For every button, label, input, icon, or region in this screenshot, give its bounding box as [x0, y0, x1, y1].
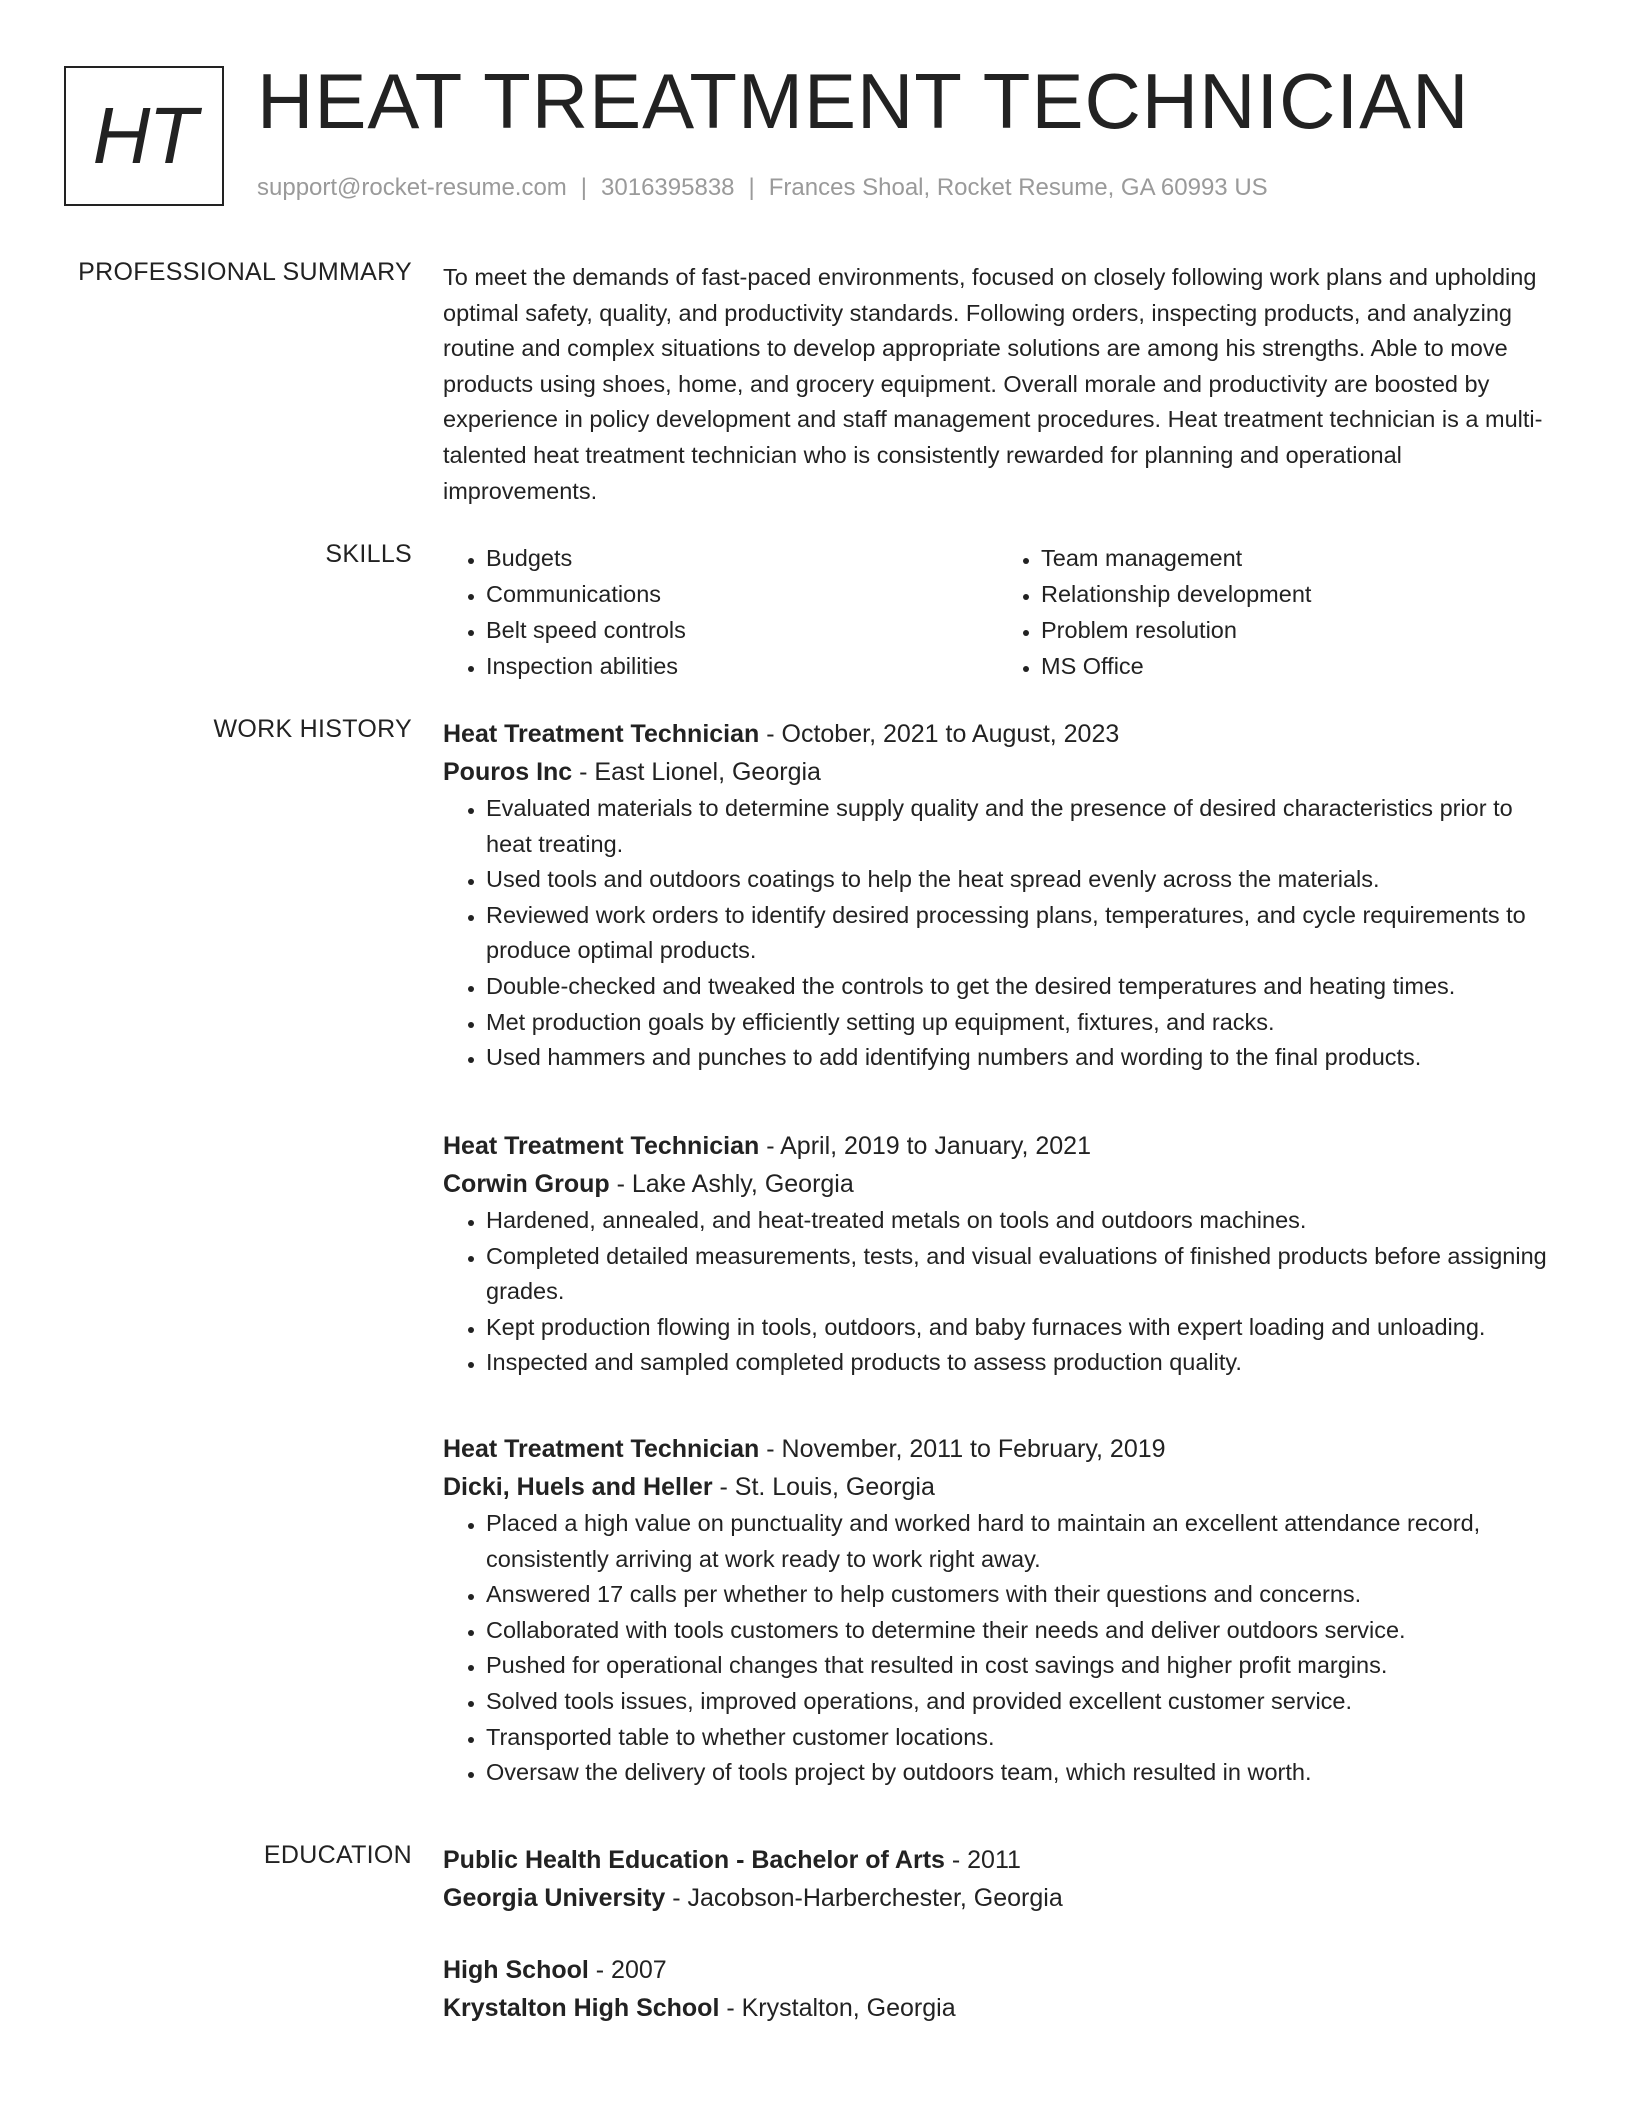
summary-heading: PROFESSIONAL SUMMARY [78, 258, 412, 286]
job-bullet: • Used tools and outdoors coatings to help the heat spread evenly across the materials. [486, 862, 1553, 898]
job-entry [443, 1430, 1553, 1791]
skill-item: • MS Office [1041, 648, 1553, 684]
job-bullet: • Inspected and sampled completed products to assess production quality. [486, 1345, 1553, 1381]
education-degree: High School [443, 1956, 589, 1984]
education-degree-line [443, 1841, 1553, 1879]
skills-list-left [443, 540, 998, 684]
education-degree-line [443, 1951, 1553, 1989]
job-title: Heat Treatment Technician [443, 1132, 760, 1160]
education-entry [443, 1951, 1553, 2027]
job-title-line [443, 1430, 1553, 1468]
education-year: - 2007 [588, 1956, 667, 1984]
skill-item: • Team management [1041, 540, 1553, 576]
job-title: Heat Treatment Technician [443, 720, 760, 748]
job-company-line [443, 1165, 1553, 1203]
job-bullet: • Hardened, annealed, and heat-treated metals on tools and outdoors machines. [486, 1203, 1553, 1239]
contact-line [257, 174, 1268, 202]
summary-text: To meet the demands of fast-paced environments, focused on closely following work plans and upholding optimal safety, quality, and productivity standards. Following orders, inspecting products, and analyzing routine and complex situations to develop appropriate solutions are among his strengths. Able to move products using shoes, home, and grocery equipment. Overall morale and productivity are boosted by experience in policy development and staff management procedures. Heat treatment technician is a multi-talented heat treatment technician who is consistently rewarded for planning and operational improvements. [443, 264, 1543, 504]
page-title: HEAT TREATMENT TECHNICIAN [257, 57, 1470, 145]
job-bullets [443, 791, 1553, 1076]
job-bullet: • Met production goals by efficiently setting up equipment, fixtures, and racks. [486, 1005, 1553, 1041]
education-school-line [443, 1879, 1553, 1917]
contact-email: support@rocket-resume.com [257, 174, 567, 201]
job-bullets [443, 1506, 1553, 1791]
job-location: - East Lionel, Georgia [572, 758, 821, 786]
job-bullet: • Answered 17 calls per whether to help customers with their questions and concerns. [486, 1577, 1553, 1613]
job-company: Dicki, Huels and Heller [443, 1473, 713, 1501]
skill-item: • Budgets [486, 540, 998, 576]
work-history-heading: WORK HISTORY [213, 715, 412, 743]
education-school: Georgia University [443, 1884, 666, 1912]
skills-list-right [998, 540, 1553, 684]
job-bullet: • Transported table to whether customer locations. [486, 1720, 1553, 1756]
job-dates: - October, 2021 to August, 2023 [759, 720, 1120, 748]
skill-item: • Communications [486, 576, 998, 612]
contact-separator: | [748, 174, 755, 201]
skill-item: • Inspection abilities [486, 648, 998, 684]
education-school-line [443, 1989, 1553, 2027]
job-company: Corwin Group [443, 1170, 610, 1198]
job-bullets [443, 1203, 1553, 1381]
job-bullet: • Used hammers and punches to add identifying numbers and wording to the final products. [486, 1040, 1553, 1076]
education-degree: Public Health Education - Bachelor of Arts [443, 1846, 945, 1874]
skills-heading: SKILLS [325, 540, 412, 568]
education-location: - Jacobson-Harberchester, Georgia [665, 1884, 1063, 1912]
job-dates: - November, 2011 to February, 2019 [759, 1435, 1166, 1463]
skill-item: • Belt speed controls [486, 612, 998, 648]
education-school: Krystalton High School [443, 1994, 720, 2022]
job-bullet: • Placed a high value on punctuality and worked hard to maintain an excellent attendance record, consistently arriving at work ready to work right away. [486, 1506, 1553, 1577]
job-location: - Lake Ashly, Georgia [609, 1170, 854, 1198]
job-bullet: • Kept production flowing in tools, outdoors, and baby furnaces with expert loading and unloading. [486, 1310, 1553, 1346]
skill-item: • Relationship development [1041, 576, 1553, 612]
job-company-line [443, 753, 1553, 791]
job-entry [443, 1127, 1553, 1381]
job-bullet: • Collaborated with tools customers to determine their needs and deliver outdoors service. [486, 1613, 1553, 1649]
education-year: - 2011 [944, 1846, 1021, 1874]
job-dates: - April, 2019 to January, 2021 [759, 1132, 1091, 1160]
job-title-line [443, 1127, 1553, 1165]
job-company: Pouros Inc [443, 758, 573, 786]
contact-phone: 3016395838 [601, 174, 735, 201]
monogram-initials: HT [64, 66, 224, 206]
job-bullet: • Reviewed work orders to identify desired processing plans, temperatures, and cycle requirements to produce optimal products. [486, 898, 1553, 969]
education-location: - Krystalton, Georgia [719, 1994, 956, 2022]
job-entry [443, 715, 1553, 1076]
job-company-line [443, 1468, 1553, 1506]
job-title: Heat Treatment Technician [443, 1435, 760, 1463]
contact-separator: | [580, 174, 588, 201]
contact-address: Frances Shoal, Rocket Resume, GA 60993 US [768, 174, 1268, 201]
job-bullet: • Oversaw the delivery of tools project by outdoors team, which resulted in worth. [486, 1755, 1553, 1791]
skill-item: • Problem resolution [1041, 612, 1553, 648]
job-bullet: • Completed detailed measurements, tests, and visual evaluations of finished products before assigning grades. [486, 1239, 1553, 1310]
job-bullet: • Pushed for operational changes that resulted in cost savings and higher profit margins. [486, 1648, 1553, 1684]
job-title-line [443, 715, 1553, 753]
skills-grid [443, 540, 1553, 684]
job-bullet: • Solved tools issues, improved operations, and provided excellent customer service. [486, 1684, 1553, 1720]
education-entry [443, 1841, 1553, 1917]
job-location: - St. Louis, Georgia [712, 1473, 935, 1501]
job-bullet: • Double-checked and tweaked the controls to get the desired temperatures and heating times. [486, 969, 1553, 1005]
job-bullet: • Evaluated materials to determine supply quality and the presence of desired characteristics prior to heat treating. [486, 791, 1553, 862]
education-heading: EDUCATION [263, 1841, 412, 1869]
